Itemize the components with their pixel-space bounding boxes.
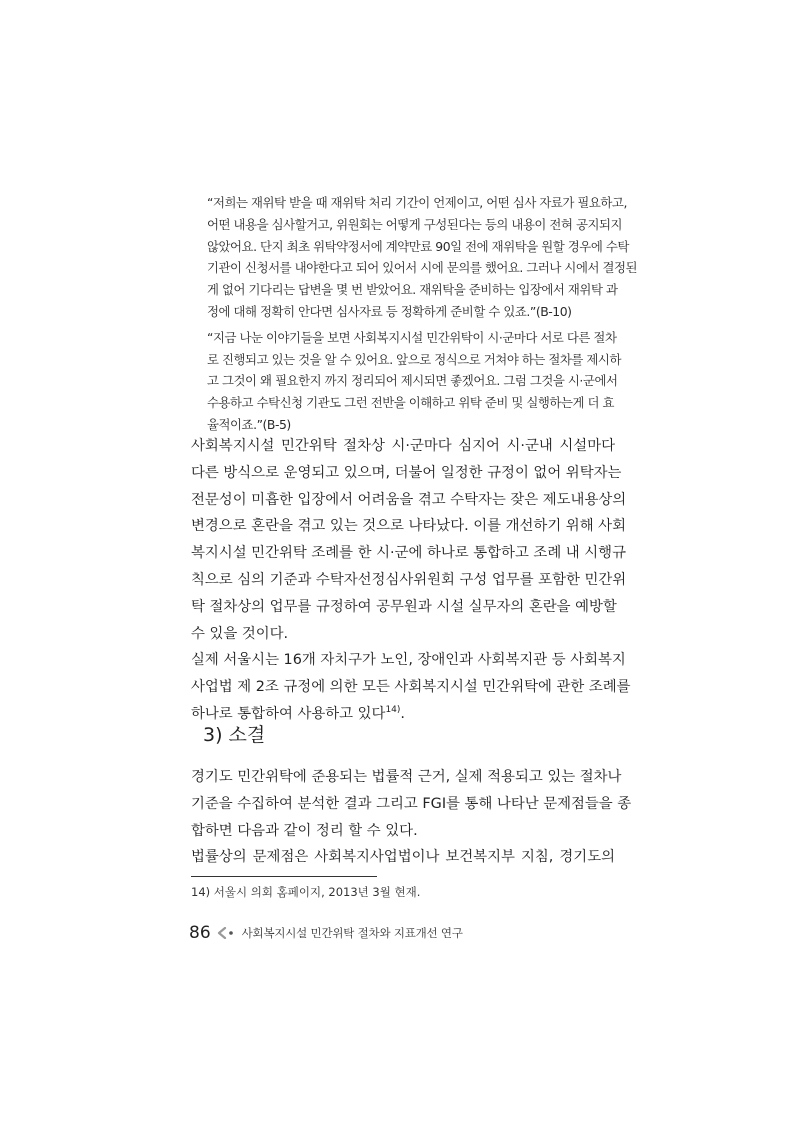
text-line: 전문성이 미흡한 입장에서 어려움을 겪고 수탁자는 잦은 제도내용상의 (191, 491, 627, 508)
text-line: 사업법 제 2조 규정에 의한 모든 사회복지시설 민간위탁에 관한 조례를 (191, 679, 631, 696)
text-line: 다른 방식으로 운영되고 있으며, 더불어 일정한 규정이 없어 위탁자는 (191, 464, 622, 481)
text-line: 변경으로 혼란을 겪고 있는 것으로 나타났다. 이를 개선하기 위해 사회 (191, 518, 626, 535)
body-paragraph-4 (191, 844, 615, 871)
text-line: 칙으로 심의 기준과 수탁자선정심사위원회 구성 업무를 포함한 민간위 (191, 571, 627, 588)
footer-book-title: 사회복지시설 민간위탁 절차와 지표개선 연구 (241, 926, 463, 940)
body-paragraph-1 (191, 433, 627, 647)
body-paragraph-2 (191, 647, 631, 727)
text-line: 복지시설 민간위탁 조례를 한 시·군에 하나로 통합하고 조례 내 시행규 (191, 545, 626, 562)
quote-line: 않았어요. 단지 최초 위탁약정서에 계약만료 90일 전에 재위탁을 원할 경우에 수탁 (207, 238, 629, 254)
quote-line: 기관이 신청서를 내야한다고 되어 있어서 시에 문의를 했어요. 그러나 시에서 결정된 (207, 260, 638, 276)
quote-line: 율적이죠.”(B-5) (207, 416, 291, 432)
section-heading: 3) 소결 (203, 724, 266, 746)
text-line: 합하면 다음과 같이 정리 할 수 있다. (191, 822, 418, 839)
quote-line: 고 그것이 왜 필요한지 까지 정리되어 제시되면 좋겠어요. 그럼 그것을 시·군에서 (207, 373, 618, 389)
text-line: 수 있을 것이다. (191, 625, 289, 642)
quote-line: 정에 대해 정확히 안다면 심사자료 등 정확하게 준비할 수 있죠.”(B-10) (207, 303, 572, 319)
quote-line: 어떤 내용을 심사할거고, 위원회는 어떻게 구성된다는 등의 내용이 전혀 공지되지 (207, 216, 623, 232)
text-line: 기준을 수집하여 분석한 결과 그리고 FGI를 통해 나타난 문제점들을 종 (191, 795, 632, 812)
text-line: 법률상의 문제점은 사회복지사업법이나 보건복지부 지침, 경기도의 (191, 849, 615, 866)
quote-line: “지금 나눈 이야기들을 보면 사회복지시설 민간위탁이 시·군마다 서로 다른 절차 (207, 329, 617, 345)
text-line: 탁 절차상의 업무를 규정하여 공무원과 시설 실무자의 혼란을 예방할 (191, 598, 617, 615)
text-line: 경기도 민간위탁에 준용되는 법률적 근거, 실제 적용되고 있는 절차나 (191, 769, 622, 785)
footnote-divider (191, 876, 377, 877)
text-line: 실제 서울시는 16개 자치구가 노인, 장애인과 사회복지관 등 사회복지 (191, 652, 626, 669)
text-line-end: . (400, 705, 405, 722)
quote-line: 게 없어 기다리는 답변을 몇 번 받았어요. 재위탁을 준비하는 입장에서 재위탁 과 (207, 282, 618, 298)
footnote: 14) 서울시 의회 홈페이지, 2013년 3월 현재. (191, 885, 421, 899)
page-footer (189, 923, 463, 943)
chevron-left-dot-icon (216, 927, 236, 939)
quote-line: 수용하고 수탁신청 기관도 그런 전반을 이해하고 위탁 준비 및 실행하는게 더 효 (207, 395, 614, 411)
page-number: 86 (189, 923, 211, 943)
footnote-reference[interactable]: 14) (385, 705, 401, 716)
text-line-content: 하나로 통합하여 사용하고 있다 (191, 705, 386, 722)
interview-quote-2 (207, 327, 621, 436)
text-line: 사회복지시설 민간위탁 절차상 시·군마다 심지어 시·군내 시설마다 (191, 438, 615, 454)
body-paragraph-3 (191, 764, 632, 844)
body-text-upper (191, 433, 631, 728)
quote-line: 로 진행되고 있는 것을 알 수 있어요. 앞으로 정식으로 거쳐야 하는 절차를 제시하 (207, 351, 621, 367)
quote-line: “저희는 재위탁 받을 때 재위탁 처리 기간이 언제이고, 어떤 심사 자료가 필요하고, (207, 195, 627, 210)
interview-quotes (207, 192, 638, 436)
body-text-lower (191, 764, 632, 871)
interview-quote-1 (207, 192, 638, 323)
